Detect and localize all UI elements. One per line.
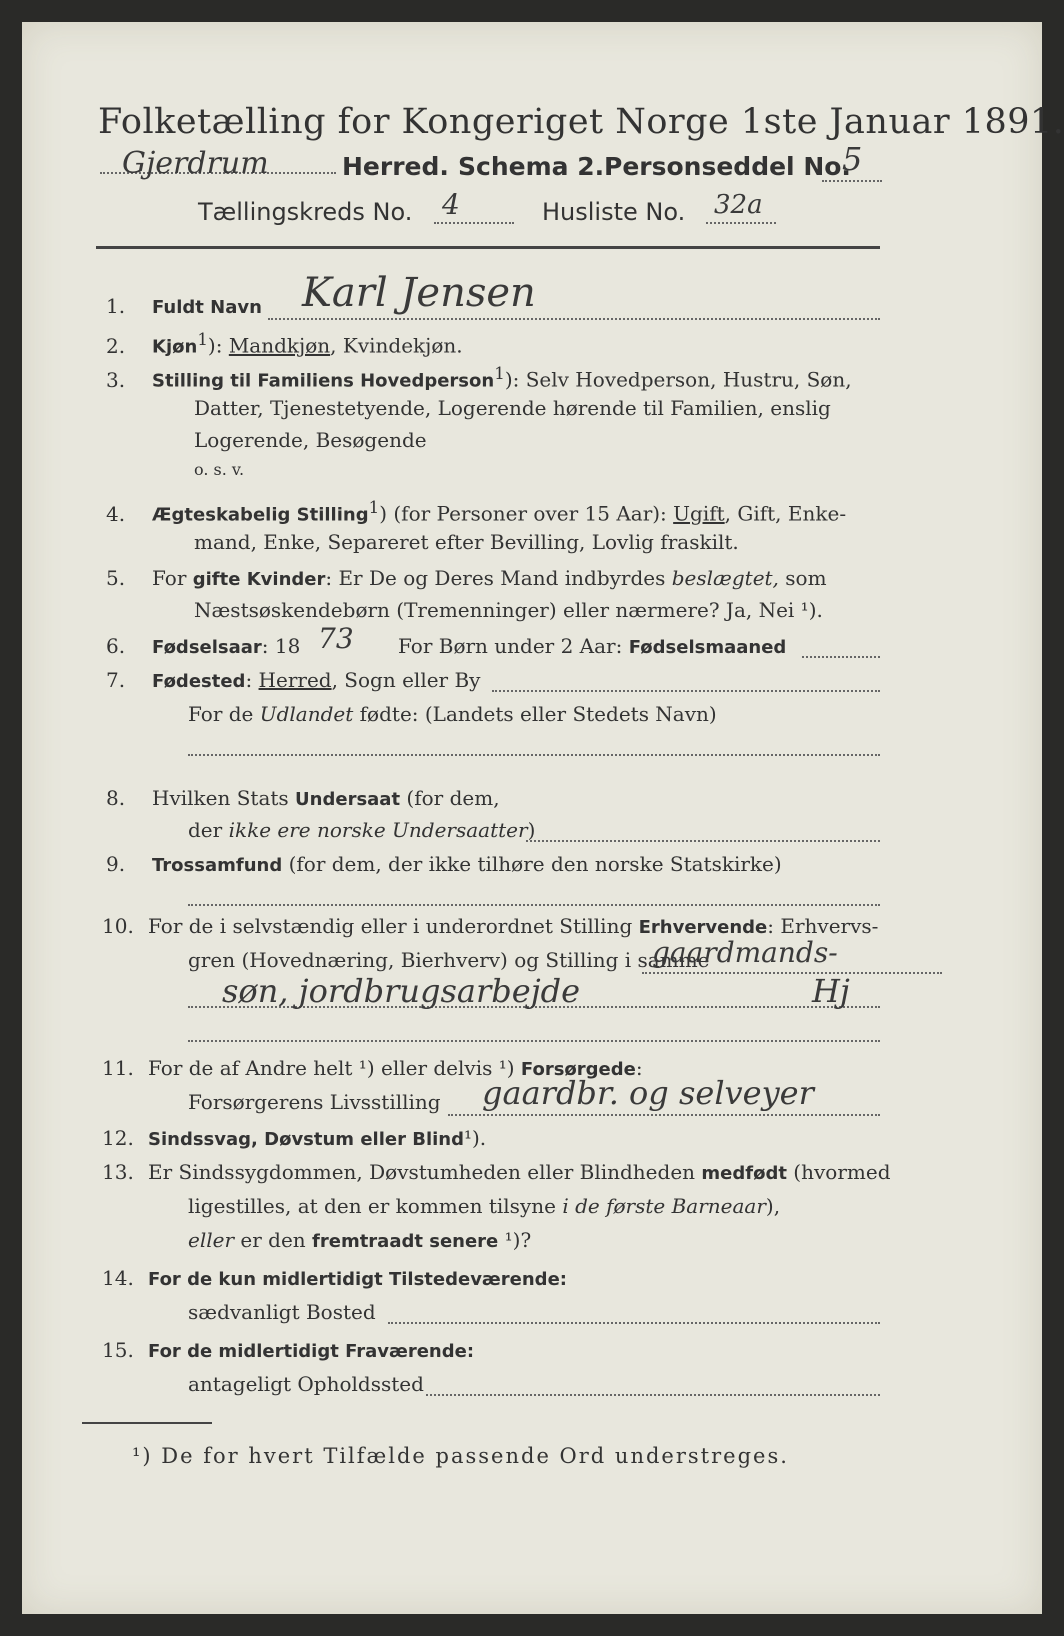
q3-label: Stilling til Familiens Hovedperson xyxy=(152,370,495,392)
personseddel-dotted-line xyxy=(822,180,882,182)
q14-number: 14. xyxy=(102,1266,134,1290)
q8-number: 8. xyxy=(106,786,126,810)
q8-dotted-line xyxy=(526,840,880,842)
q12-label: Sindssvag, Døvstum eller Blind xyxy=(148,1129,464,1150)
q5-label: gifte Kvinder xyxy=(192,569,326,590)
q1-row xyxy=(106,294,262,318)
q13-number: 13. xyxy=(102,1160,134,1184)
q9-number: 9. xyxy=(106,852,126,876)
q6-label2: Fødselsmaaned xyxy=(628,637,787,658)
q4-row xyxy=(106,498,846,526)
kreds-value: 4 xyxy=(442,188,460,221)
q8-text2a: der xyxy=(188,818,229,842)
q7-text: : xyxy=(245,668,259,692)
q10-dotted-line-3 xyxy=(188,1040,880,1042)
q13-row3 xyxy=(188,1228,531,1252)
q10-number: 10. xyxy=(102,914,134,938)
q7-dotted-line-2 xyxy=(188,754,880,756)
q1-number: 1. xyxy=(106,294,126,318)
q14-dotted-line xyxy=(388,1322,880,1324)
q8-row2 xyxy=(188,818,535,842)
q7-number: 7. xyxy=(106,668,126,692)
q13-text1b: (hvormed xyxy=(786,1160,891,1184)
q2-row xyxy=(106,330,463,358)
q14-label: For de kun midlertidigt Tilstedeværende: xyxy=(148,1269,567,1290)
q6-row xyxy=(106,634,300,658)
q11-text1b: : xyxy=(635,1056,643,1080)
q8-text1b: (for dem, xyxy=(400,786,500,810)
q3-footnote-mark: 1 xyxy=(494,364,505,383)
husliste-label: Husliste No. xyxy=(542,198,686,226)
q11-number: 11. xyxy=(102,1056,134,1080)
schema-label: Schema 2. xyxy=(458,152,605,181)
q2-label: Kjøn xyxy=(152,336,198,358)
q10-value1: gaardmands- xyxy=(652,936,838,969)
q9-label: Trossamfund xyxy=(152,855,283,876)
herred-label: Herred. xyxy=(342,152,449,181)
q13-text2a: ligestilles, at den er kommen tilsyne xyxy=(188,1194,563,1218)
q10-text1b: : Erhvervs- xyxy=(767,914,879,938)
q11-text1a: For de af Andre helt ¹) eller delvis ¹) xyxy=(148,1056,521,1080)
q10-text1a: For de i selvstændig eller i underordnet Stilling xyxy=(148,914,639,938)
q13-row xyxy=(102,1160,891,1184)
q2-option-rest: , Kvindekjøn. xyxy=(330,333,463,358)
q2-text: ): xyxy=(207,333,229,358)
q6-value: 73 xyxy=(318,622,354,655)
q15-dotted-line xyxy=(426,1394,880,1396)
q1-dotted-line xyxy=(268,318,880,320)
q7-text2: , Sogn eller By xyxy=(331,668,481,692)
q7-italic: Udlandet xyxy=(259,702,354,726)
personseddel-value: 5 xyxy=(842,140,863,178)
q2-option-underlined: Mandkjøn xyxy=(228,333,331,358)
q4-label: Ægteskabelig Stilling xyxy=(152,504,369,526)
q4-text1b: , Gift, Enke- xyxy=(724,501,847,526)
q6-label: Fødselsaar xyxy=(152,637,262,658)
census-form-page xyxy=(22,22,1064,1614)
q3-text2: Datter, Tjenestetyende, Logerende hørende til Familien, enslig xyxy=(194,396,831,420)
q8-text1a: Hvilken Stats xyxy=(152,786,296,810)
header-rule xyxy=(96,246,880,249)
kreds-dotted-line xyxy=(434,222,514,224)
q3-text4: o. s. v. xyxy=(194,460,245,479)
q13-text2b: ), xyxy=(765,1194,781,1218)
q6-text2: For Børn under 2 Aar: xyxy=(398,634,629,658)
q11-dotted-line xyxy=(448,1114,880,1116)
q9-text: (for dem, der ikke tilhøre den norske Statskirke) xyxy=(282,852,782,876)
q6-number: 6. xyxy=(106,634,126,658)
q13-row2 xyxy=(188,1194,780,1218)
q15-number: 15. xyxy=(102,1338,134,1362)
q15-text2: antageligt Opholdssted xyxy=(188,1372,424,1396)
q12-row xyxy=(102,1126,486,1150)
q4-footnote-mark: 1 xyxy=(368,498,380,517)
personseddel-label: Personseddel No. xyxy=(604,152,851,181)
q10-value2b: Hj xyxy=(812,972,850,1010)
form-title: Folketælling for Kongeriget Norge 1ste Januar 1891. xyxy=(98,102,1064,142)
herred-value: Gjerdrum xyxy=(122,146,269,181)
q7-text3a: For de xyxy=(188,702,260,726)
q8-label: Undersaat xyxy=(295,789,401,810)
q7-option-underlined: Herred xyxy=(258,668,332,692)
q2-footnote-mark: 1 xyxy=(197,330,208,349)
q10-value2: søn, jordbrugsarbejde xyxy=(222,972,581,1010)
q5-row xyxy=(106,566,827,590)
q8-italic: ikke ere norske Undersaatter xyxy=(228,818,528,842)
kreds-label: Tællingskreds No. xyxy=(198,198,413,226)
q13-text3c: ¹)? xyxy=(498,1228,532,1252)
q7-row2 xyxy=(188,702,717,726)
q5-number: 5. xyxy=(106,566,126,590)
q4-option-underlined: Ugift xyxy=(673,501,725,526)
q14-row xyxy=(102,1266,567,1290)
husliste-value: 32a xyxy=(714,190,763,220)
q11-label: Forsørgede xyxy=(520,1059,636,1080)
q7-label: Fødested xyxy=(152,671,246,692)
q10-text2: gren (Hovednæring, Bierhverv) og Stilling i samme xyxy=(188,948,710,972)
q3-number: 3. xyxy=(106,367,126,392)
q2-number: 2. xyxy=(106,333,126,358)
q7-row xyxy=(106,668,480,692)
q13-label: medfødt xyxy=(701,1163,787,1184)
q4-number: 4. xyxy=(106,501,126,526)
q13-label2: fremtraadt senere xyxy=(312,1231,499,1252)
q6-part2 xyxy=(398,634,786,658)
q15-row xyxy=(102,1338,474,1362)
q8-text2b: ) xyxy=(527,818,536,842)
q11-text2: Forsørgerens Livsstilling xyxy=(188,1090,441,1114)
husliste-dotted-line xyxy=(706,222,776,224)
q13-italic: i de første Barneaar xyxy=(562,1194,766,1218)
q7-text3b: fødte: (Landets eller Stedets Navn) xyxy=(353,702,717,726)
q13-text1a: Er Sindssygdommen, Døvstumheden eller Blindheden xyxy=(148,1160,702,1184)
q4-text2: mand, Enke, Separeret efter Bevilling, Lovlig fraskilt. xyxy=(194,530,739,554)
q13-text3b: er den xyxy=(234,1228,313,1252)
q13-text3a: eller xyxy=(188,1228,235,1252)
q15-label: For de midlertidigt Fraværende: xyxy=(148,1341,475,1362)
q7-dotted-line xyxy=(492,690,880,692)
q3-text1: ): Selv Hovedperson, Hustru, Søn, xyxy=(504,367,852,392)
q4-text1: ) (for Personer over 15 Aar): xyxy=(379,501,674,526)
q6-text: : 18 xyxy=(261,634,301,658)
q5-text1a: For xyxy=(152,566,193,590)
q5-text1c: som xyxy=(778,566,827,590)
q1-value: Karl Jensen xyxy=(302,270,536,316)
q3-row xyxy=(106,364,852,392)
q10-row xyxy=(102,914,878,938)
q10-dotted-line xyxy=(642,972,942,974)
q1-label: Fuldt Navn xyxy=(152,297,262,318)
q9-dotted-line xyxy=(188,904,880,906)
footnote-rule xyxy=(82,1422,212,1424)
q11-value: gaardbr. og selveyer xyxy=(482,1074,814,1112)
footnote-text: ¹) De for hvert Tilfælde passende Ord understreges. xyxy=(132,1444,789,1468)
q14-text2: sædvanligt Bosted xyxy=(188,1300,376,1324)
q6-dotted-line xyxy=(802,656,880,658)
q3-text3: Logerende, Besøgende xyxy=(194,428,427,452)
q12-footnote-mark: ¹). xyxy=(463,1126,487,1150)
q8-row xyxy=(106,786,500,810)
q5-text1b: : Er De og Deres Mand indbyrdes xyxy=(325,566,672,590)
q10-label: Erhvervende xyxy=(638,917,768,938)
q5-text2: Næstsøskendebørn (Tremenninger) eller nærmere? Ja, Nei ¹). xyxy=(194,598,823,622)
q12-number: 12. xyxy=(102,1126,134,1150)
q5-italic: beslægtet, xyxy=(671,566,779,590)
q9-row xyxy=(106,852,782,876)
